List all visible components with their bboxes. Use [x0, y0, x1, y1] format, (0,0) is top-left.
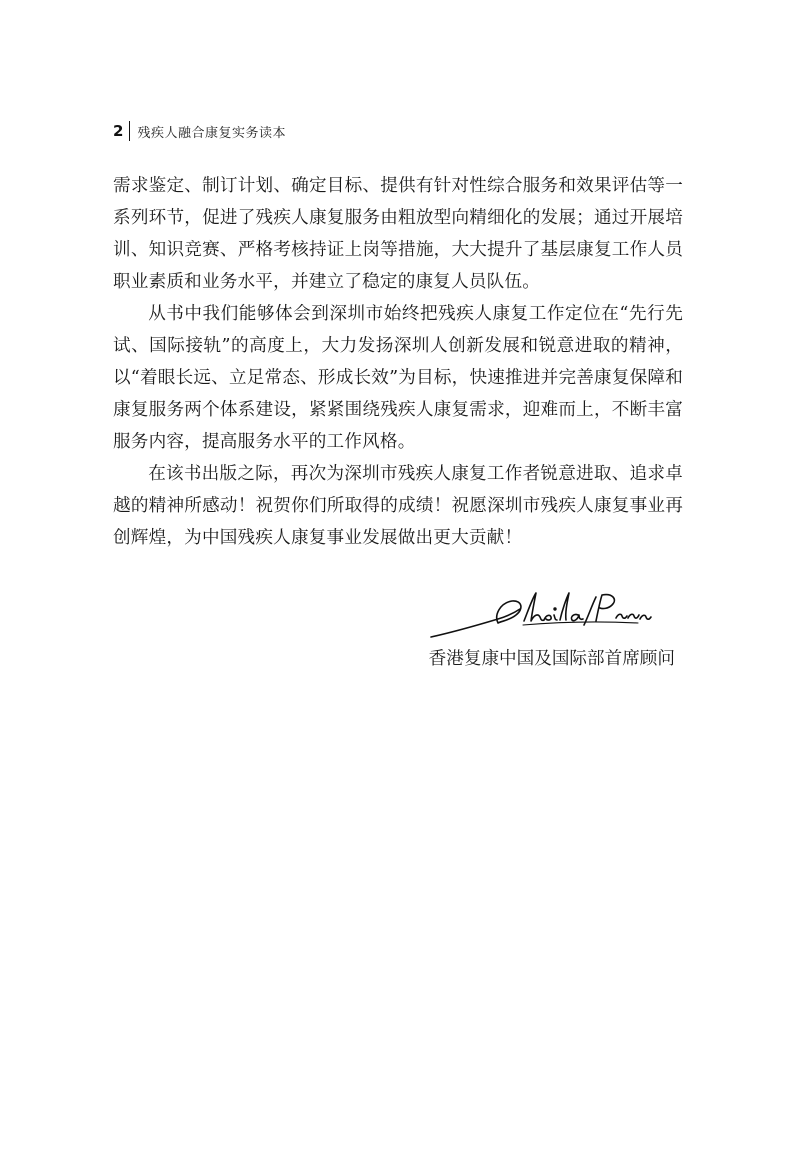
handwritten-signature: [428, 585, 653, 645]
body-text: [113, 170, 683, 554]
book-title: 残疾人融合康复实务读本: [137, 125, 286, 141]
signatory-title: 香港复康中国及国际部首席顾问: [428, 649, 675, 669]
paragraph-continued: 需求鉴定、制订计划、确定目标、提供有针对性综合服务和效果评估等一系列环节，促进了残疾人康复服务由粗放型向精细化的发展；通过开展培训、知识竞赛、严格考核持证上岗等措施，大大提升了基层康复工作人员职业素质和业务水平，并建立了稳定的康复人员队伍。: [113, 176, 683, 292]
running-header: [113, 120, 286, 142]
page-number: 2: [113, 122, 124, 140]
paragraph: 在该书出版之际，再次为深圳市残疾人康复工作者锐意进取、追求卓越的精神所感动！祝贺你们所取得的成绩！祝愿深圳市残疾人康复事业再创辉煌，为中国残疾人康复事业发展做出更大贡献！: [113, 464, 683, 548]
paragraph: 从书中我们能够体会到深圳市始终把残疾人康复工作定位在“先行先试、国际接轨”的高度上，大力发扬深圳人创新发展和锐意进取的精神，以“着眼长远、立足常态、形成长效”为目标，快速推进并完善康复保障和康复服务两个体系建设，紧紧围绕残疾人康复需求，迎难而上，不断丰富服务内容，提高服务水平的工作风格。: [113, 304, 683, 452]
signature-block: [410, 585, 675, 695]
header-divider: [129, 121, 130, 141]
